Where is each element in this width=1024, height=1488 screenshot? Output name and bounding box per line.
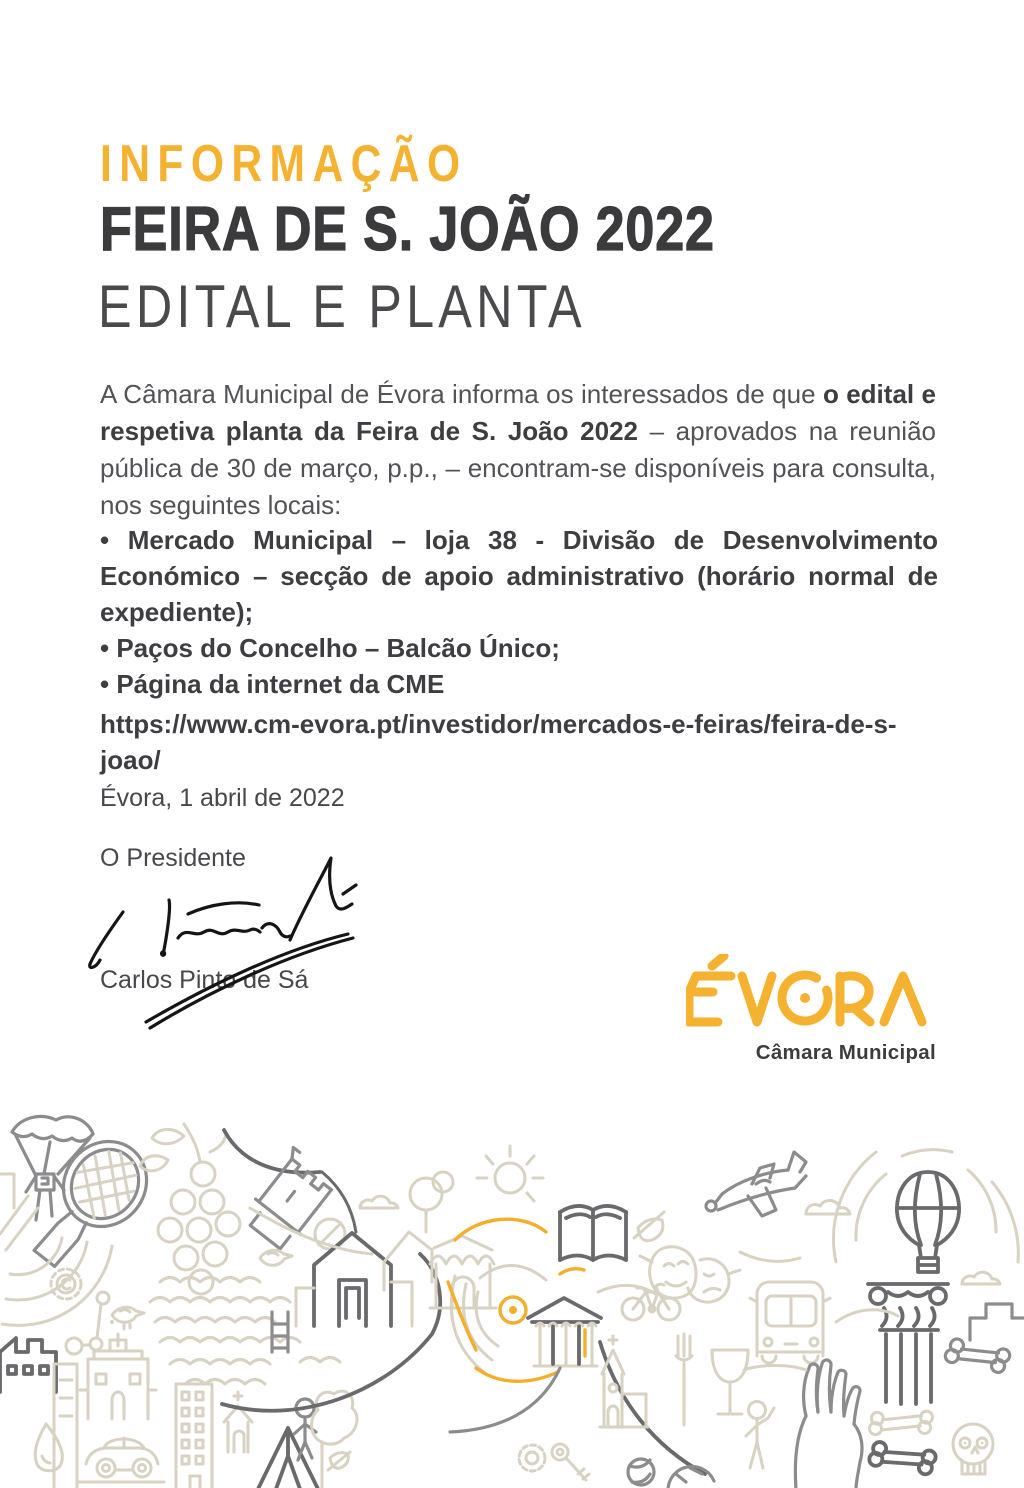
page-title: FEIRA DE S. JOÃO 2022 (100, 195, 715, 264)
fork-icon (676, 1334, 692, 1425)
feira-url: https://www.cm-evora.pt/investidor/mercados-e-feiras/feira-de-s-joao/ (100, 709, 897, 775)
ball-icon (668, 1466, 714, 1488)
bus-icon (750, 1282, 830, 1363)
list-item: • Paços do Concelho – Balcão Único; (100, 633, 560, 663)
book-icon (560, 1206, 626, 1260)
footer-illustration (0, 1112, 1024, 1488)
tennis-ball-icon (628, 1459, 654, 1485)
tetris-icon (970, 1304, 1024, 1340)
pool-ladder-icon (272, 1312, 288, 1352)
tree-icon (410, 1172, 453, 1232)
temple-icon (450, 1298, 705, 1474)
evora-logo (686, 954, 936, 1065)
cloud-icon (360, 1196, 398, 1208)
page-subtitle: EDITAL E PLANTA (98, 273, 586, 340)
hot-air-balloon-icon (897, 1172, 959, 1272)
bullet-marker: • (100, 669, 110, 699)
column-icon (868, 1284, 948, 1404)
evora-logotype-icon (686, 954, 936, 1028)
logo-subtitle: Câmara Municipal (755, 1041, 936, 1064)
gear-icon (519, 1445, 545, 1471)
leaf-icon (328, 1452, 350, 1470)
apartment-building-icon (176, 1384, 212, 1488)
intro-text-1: A Câmara Municipal de Évora informa os interessados de que (100, 379, 823, 409)
concentric-arcs (451, 1265, 546, 1374)
bird-icon (112, 1307, 144, 1329)
list-item: • Mercado Municipal – loja 38 - Divisão de Desenvolvimento Económico – secção de apoio administrativo (horário normal de expediente); (100, 525, 938, 627)
signer-title: O Presidente (100, 844, 246, 872)
bone-icon (868, 1407, 934, 1440)
bone-icon (869, 1441, 937, 1475)
hand-icon (795, 1360, 862, 1488)
wine-glass-icon (712, 1350, 748, 1414)
kicker-informacao: INFORMAÇÃO (100, 135, 468, 193)
swoosh-curve (224, 1130, 356, 1232)
water-drop-icon (35, 1424, 62, 1471)
skull-icon (953, 1424, 993, 1474)
dateline: Évora, 1 abril de 2022 (100, 784, 345, 812)
chapel-icon (224, 1392, 252, 1452)
person-icon (746, 1402, 774, 1469)
radio-arcs (834, 1150, 1019, 1262)
key-icon (552, 1444, 589, 1480)
intro-paragraph (100, 376, 936, 524)
factory-icon (0, 1338, 56, 1392)
bird-icon (260, 1250, 292, 1265)
parachutist-icon (12, 1116, 93, 1220)
signer-name: Carlos Pinto de Sá (100, 966, 309, 994)
grapes-icon (140, 1124, 240, 1294)
sun-icon (477, 1146, 543, 1201)
radial-arcs (0, 1174, 112, 1325)
intro-text-bold: o edital e respetiva planta da Feira de S. João 2022 (100, 379, 936, 446)
cloud-icon (806, 1200, 850, 1214)
waves (150, 1278, 340, 1385)
bone-icon (944, 1338, 1011, 1374)
airplane-icon (706, 1152, 806, 1216)
bullseye-icon (500, 1297, 526, 1323)
bullet-marker: • (100, 633, 110, 663)
intro-text-2: – aprovados na reunião pública de 30 de março, p.p., – encontram-se disponíveis para consulta, nos seguintes locais: (100, 416, 936, 520)
signature (72, 850, 372, 1035)
leaf-icon (634, 1212, 664, 1241)
list-item: • Página da internet da CME (100, 669, 445, 699)
tent-icon (258, 1428, 318, 1488)
bullet-marker: • (100, 525, 110, 555)
molecule-icon (66, 1292, 114, 1354)
gear-icon (51, 1269, 81, 1299)
car-icon (78, 1438, 164, 1482)
cloud-icon (962, 1272, 1000, 1284)
church-icon (600, 1336, 648, 1427)
locations-list (100, 522, 938, 778)
